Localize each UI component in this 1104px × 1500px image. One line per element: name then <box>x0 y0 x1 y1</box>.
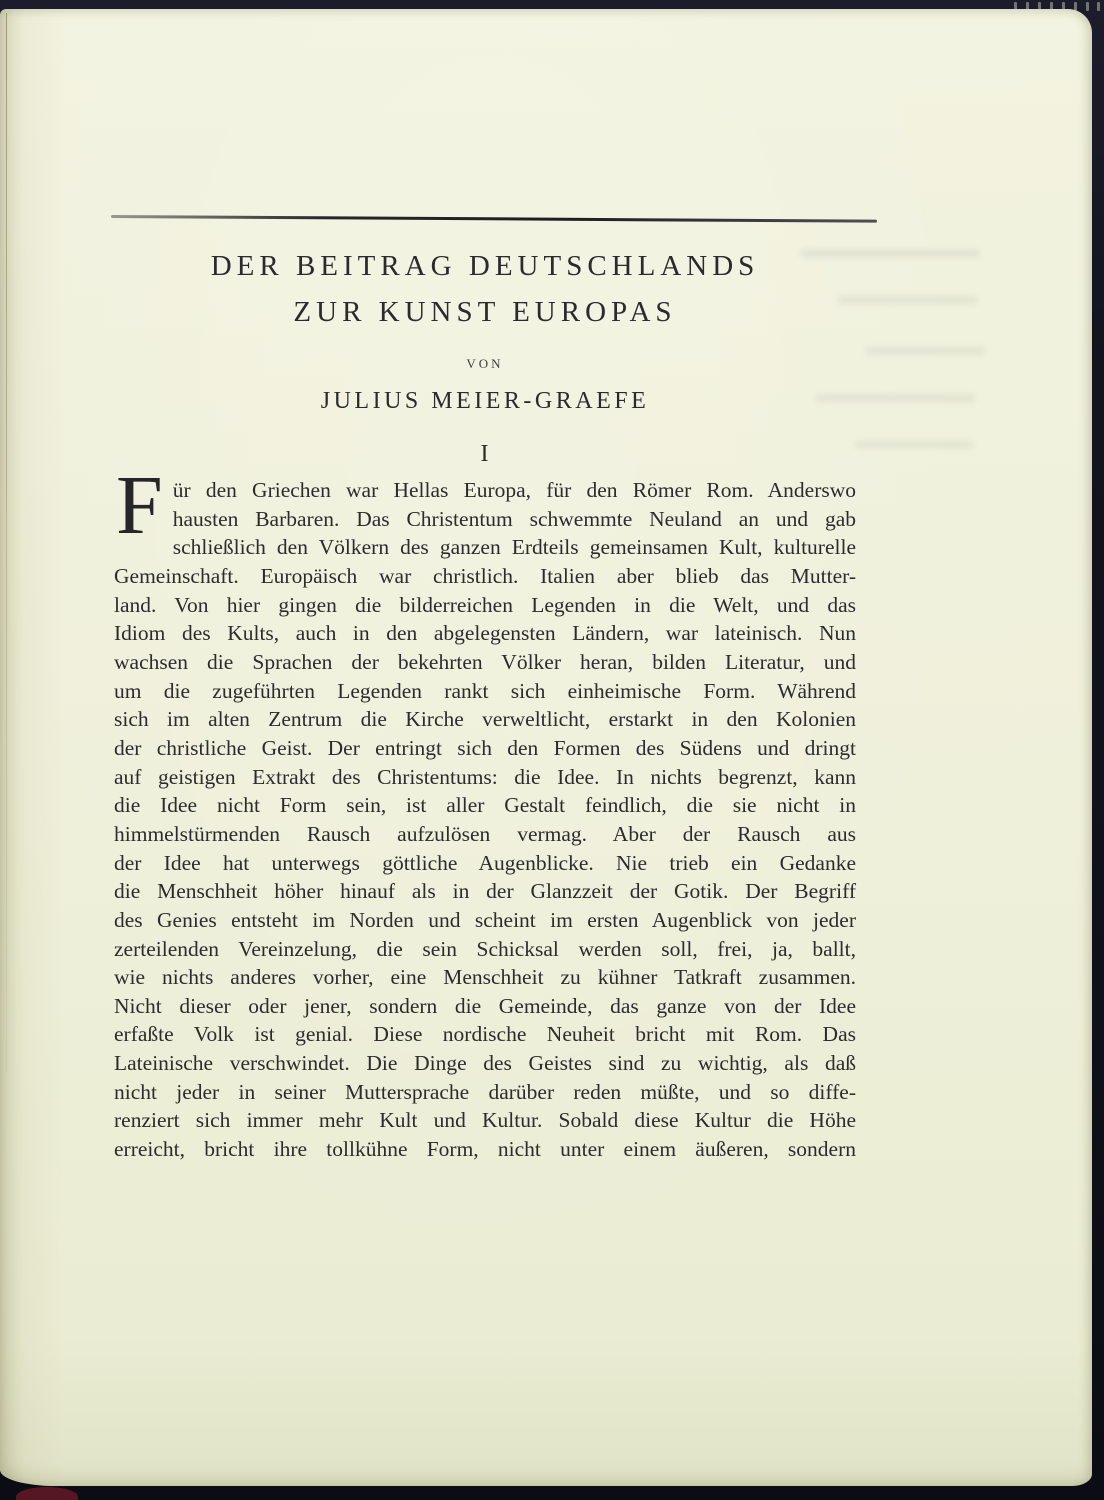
text-line: wie nichts anderes vorher, eine Menschheit zu kühner Tatkraft zusammen. <box>114 965 856 990</box>
gutter-crease <box>6 13 7 1073</box>
section-number: I <box>480 441 490 467</box>
header-rule <box>111 215 877 222</box>
text-line: die Menschheit höher hinauf als in der Glanzzeit der Gotik. Der Begriff <box>114 879 856 904</box>
body-lines <box>114 459 856 1164</box>
text-line: der Idee hat unterwegs göttliche Augenblicke. Nie trieb ein Gedanke <box>114 850 856 875</box>
book-cover-accent <box>16 1487 78 1500</box>
text-line: Idiom des Kults, auch in den abgelegensten Ländern, war lateinisch. Nun <box>114 621 856 646</box>
text-line: wachsen die Sprachen der bekehrten Völker heran, bilden Literatur, und <box>114 649 856 674</box>
text-line: nicht jeder in seiner Muttersprache darüber reden müßte, und so diffe- <box>114 1079 856 1104</box>
text-line: renziert sich immer mehr Kult und Kultur. Sobald diese Kultur die Höhe <box>114 1108 856 1133</box>
text-line: der christliche Geist. Der entringt sich den Formen des Südens und dringt <box>114 735 856 760</box>
text-line: schließlich den Völkern des ganzen Erdteils gemeinsamen Kult, kulturelle <box>172 535 856 560</box>
text-line: himmelstürmenden Rausch aufzulösen vermag. Aber der Rausch aus <box>114 821 856 846</box>
chapter-title-line2: ZUR KUNST EUROPAS <box>293 296 677 328</box>
text-line: auf geistigen Extrakt des Christentums: die Idee. In nichts begrenzt, kann <box>114 764 856 789</box>
page-edge-tick <box>1086 2 1089 11</box>
text-line: erfaßte Volk ist genial. Diese nordische Neuheit bricht mit Rom. Das <box>114 1022 856 1047</box>
text-line: hausten Barbaren. Das Christentum schwemmte Neuland an und gab <box>172 506 856 531</box>
page-edge-tick <box>1097 2 1100 11</box>
book-page <box>0 9 1092 1486</box>
text-line: die Idee nicht Form sein, ist aller Gestalt feindlich, die sie nicht in <box>114 793 856 818</box>
byline-label: VON <box>466 356 504 371</box>
bleed-through-smudge <box>865 347 985 355</box>
text-line: um die zugeführten Legenden rankt sich einheimische Form. Während <box>114 678 856 703</box>
text-line: Nicht dieser oder jener, sondern die Gemeinde, das ganze von der Idee <box>114 993 856 1018</box>
bleed-through-smudge <box>838 296 978 304</box>
chapter-title-line1: DER BEITRAG DEUTSCHLANDS <box>210 250 760 282</box>
text-line: sich im alten Zentrum die Kirche verweltlicht, erstarkt in den Kolonien <box>114 707 856 732</box>
author-name: JULIUS MEIER-GRAEFE <box>320 388 650 414</box>
text-line: des Genies entsteht im Norden und scheint im ersten Augenblick von jeder <box>114 907 856 932</box>
drop-cap: F <box>116 459 163 552</box>
text-line: erreicht, bricht ihre tollkühne Form, nicht unter einem äußeren, sondern <box>114 1137 856 1162</box>
bleed-through-smudge <box>855 441 973 448</box>
text-line: zerteilenden Vereinzelung, die sein Schicksal werden soll, frei, ja, ballt, <box>114 936 856 961</box>
text-line: Lateinische verschwindet. Die Dinge des Geistes sind zu wichtig, als daß <box>114 1051 856 1076</box>
text-line: Gemeinschaft. Europäisch war christlich. Italien aber blieb das Mutter- <box>114 563 856 588</box>
text-line: ür den Griechen war Hellas Europa, für den Römer Rom. Anderswo <box>172 478 856 502</box>
text-line: land. Von hier gingen die bilderreichen Legenden in die Welt, und das <box>114 592 856 617</box>
body-text <box>114 459 856 1164</box>
